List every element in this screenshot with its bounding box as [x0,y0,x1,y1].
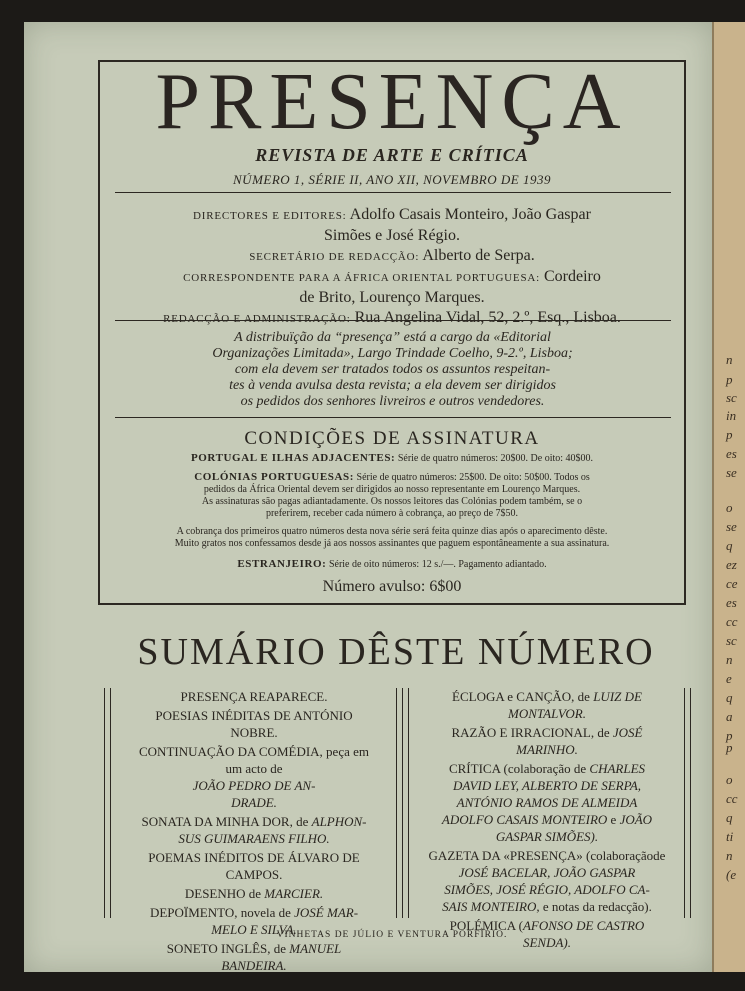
summary-text: AFONSO DE CASTRO [522,918,645,933]
summary-text: MARINHO. [516,742,578,757]
summary-text: CAMPOS. [225,867,283,882]
summary-text: DEPOÏMENTO, novela de [149,905,295,920]
facing-page-text: cc [726,614,738,629]
notice-line: com ela devem ser tratados todos os assuntos respeitan- [234,362,551,377]
facing-page-text: p [726,740,733,755]
summary-text: ÉCLOGA e CANÇÃO, de [452,689,594,704]
summary-text: MONTALVOR. [508,706,586,721]
subscription-terms [100,452,684,571]
colonias-label: COLÓNIAS PORTUGUESAS: [194,471,355,483]
cobranca-line-2: Muito gratos nos confessamos desde já aos nossos assinantes que paguem espontâneamente a sua assinatura. [174,538,610,549]
summary-text: SIMÕES, JOSÉ RÉGIO, ADOLFO CA- [444,882,650,897]
summary-entry [118,849,390,883]
summary-text: MANUEL [289,941,342,956]
estrangeiro-label: ESTRANJEIRO: [237,558,327,570]
address-line [100,308,684,329]
summary-text: POLÉMICA ( [449,918,523,933]
magazine-title: PRESENÇA [155,58,629,146]
summary-text: GASPAR SIMÕES). [495,829,599,844]
secretary-label: SECRETÁRIO DE REDACÇÃO: [249,251,420,263]
secretary-line [100,246,684,267]
facing-page-edge [712,22,745,972]
facing-page-text: sc [726,633,737,648]
facing-page-text: es [726,595,737,610]
correspondent-name: Cordeiro [543,268,601,285]
facing-page-text: se [726,519,737,534]
facing-page-text: o [726,500,733,515]
facing-page-text: sc [726,390,737,405]
summary-entry [414,688,680,722]
distribution-notice [120,330,665,410]
portugal-text: Série de quatro números: 20$00. De oito: 40$00. [397,453,594,464]
facing-page-text: n [726,352,733,367]
portugal-label: PORTUGAL E ILHAS ADJACENTES: [190,452,396,464]
colonias-text: Série de quatro números: 25$00. De oito: 50$00. Todos os [356,472,590,483]
summary-right-column [414,688,680,951]
summary-text: CONTINUAÇÃO DA COMÉDIA, peça em [139,744,369,759]
correspondent-name-2: de Brito, Lourenço Marques. [299,289,485,306]
secretary-name: Alberto de Serpa. [422,247,535,264]
summary-text: SUS GUIMARAENS FILHO. [178,831,330,846]
summary-entry [118,940,390,974]
summary-text: SAIS MONTEIRO, [442,899,540,914]
divider [115,417,671,418]
summary-text: CHARLES [589,761,646,776]
directors-line-2 [100,226,684,246]
summary-text: MELO E SILVA. [211,922,297,937]
column-rule [690,688,691,918]
facing-page-text: ez [726,557,737,572]
column-rule [396,688,397,918]
summary-heading: SUMÁRIO DÊSTE NÚMERO [137,631,655,673]
column-rule [110,688,111,918]
summary-text: BANDEIRA. [221,958,287,973]
summary-text: MARCIER. [264,886,324,901]
summary-text: ALPHON- [311,814,367,829]
cobranca-line-1: A cobrança dos primeiros quatro números desta nova série será feita quinze dias após o aparecimento dêste. [176,526,608,537]
facing-page-text: p [726,728,733,743]
staff-block [100,205,684,329]
column-rule [408,688,409,918]
summary-text: GAZETA DA «PRESENÇA» (colaboração [428,848,654,863]
summary-entry [118,688,390,705]
summary-entry [414,760,680,845]
summary-entry [414,724,680,758]
summary-entry [118,707,390,741]
summary-text: ADOLFO CASAIS MONTEIRO [441,812,608,827]
facing-page-text: q [726,810,733,825]
estrangeiro-line [100,558,684,571]
column-rule [104,688,105,918]
directors-names-2: Simões e José Régio. [324,227,460,244]
facing-page-text: e [726,671,732,686]
column-rule [402,688,403,918]
magazine-subtitle: REVISTA DE ARTE E CRÍTICA [255,145,529,165]
address-label: REDACÇÃO E ADMINISTRAÇÃO: [163,313,351,325]
summary-text: de [653,848,666,863]
directors-names: Adolfo Casais Monteiro, João Gaspar [349,206,591,223]
summary-text: JOSÉ MAR- [294,905,359,920]
summary-text: JOSÉ BACELAR, JOÃO GASPAR [458,865,636,880]
summary-text: e [607,812,620,827]
facing-page-text: p [726,427,733,442]
facing-page-text: ce [726,576,738,591]
summary-text: SONETO INGLÊS, de [166,941,290,956]
divider [115,320,671,321]
summary-text: um acto de [225,761,283,776]
summary-text: e notas da redacção). [539,899,652,914]
summary-text: SENDA). [522,935,572,950]
facing-page-text: (e [726,867,737,882]
address: Rua Angelina Vidal, 52, 2.º, Esq., Lisboa. [354,309,621,326]
correspondent-line [100,267,684,288]
summary-text: NOBRE. [230,725,278,740]
subscription-heading: CONDIÇÕES DE ASSINATURA [244,428,540,449]
summary-entry [118,743,390,811]
summary-text: JOÃO PEDRO DE AN- [192,778,316,793]
summary-text: POESIAS INÉDITAS DE ANTÓNIO [155,708,353,723]
single-issue-price: Número avulso: 6$00 [322,578,462,595]
summary-text: RAZÃO E IRRACIONAL, de [451,725,613,740]
directors-line [100,205,684,226]
notice-line: os pedidos dos senhores livreiros e outros vendedores. [240,394,545,409]
summary-text: DAVID LEY, ALBERTO DE SERPA, [452,778,642,793]
summary-entry [118,813,390,847]
summary-text: POEMAS INÉDITOS DE ÁLVARO DE [148,850,360,865]
facing-page-text: es [726,446,737,461]
column-rule [684,688,685,918]
facing-page-text: o [726,772,733,787]
facing-page-text: n [726,652,733,667]
notice-line: A distribuïção da “presença” está a cargo da «Editorial [234,330,551,345]
issue-line: NÚMERO 1, SÉRIE II, ANO XII, NOVEMBRO DE 1939 [233,172,551,187]
estrangeiro-text: Série de oito números: 12 s./—. Pagamento adiantado. [328,559,547,570]
summary-entry [118,885,390,902]
summary-text: JOÃO [619,812,653,827]
summary-text: SONATA DA MINHA DOR, de [141,814,312,829]
summary-text: DESENHO de [184,886,265,901]
facing-page-text: ti [726,829,734,844]
summary-text: PRESENÇA REAPARECE. [180,689,328,704]
facing-page-text: cc [726,791,738,806]
facing-page-text: n [726,848,733,863]
facing-page-text: se [726,465,737,480]
colonias-line-2: pedidos da África Oriental devem ser dirigidos ao nosso representante em Lourenço Marques. [203,484,581,495]
vignettes-credit: VINHETAS DE JÚLIO E VENTURA PORFÍRIO. [276,930,508,940]
colonias-line-3: As assinaturas são pagas adiantadamente. Os nossos leitores das Colónias podem também, se o [201,496,583,507]
notice-line: Organizações Limitada», Largo Trindade Coelho, 9-2.º, Lisboa; [212,346,573,361]
facing-page-text: p [726,372,733,387]
colonias-line-4: preferirem, receber cada número à cobrança, ao preço de 7$50. [265,508,519,519]
directors-label: DIRECTORES E EDITORES: [193,210,347,222]
summary-text: ANTÓNIO RAMOS DE ALMEIDA [456,795,638,810]
summary-text: JOSÉ [612,725,643,740]
summary-entry [414,847,680,915]
correspondent-label: CORRESPONDENTE PARA A ÁFRICA ORIENTAL PORTUGUESA: [183,272,540,284]
portugal-line [100,452,684,465]
correspondent-line-2 [100,288,684,308]
colonias-line [100,471,684,484]
notice-line: tes à venda avulsa desta revista; a ela devem ser dirigidos [229,378,556,393]
facing-page-text: q [726,690,733,705]
summary-text: CRÍTICA (colaboração de [448,761,590,776]
summary-text: DRADE. [231,795,277,810]
summary-text: LUIZ DE [593,689,642,704]
facing-page-text: a [726,709,733,724]
facing-page-text: in [726,408,737,423]
divider [115,192,671,193]
facing-page-text: q [726,538,733,553]
